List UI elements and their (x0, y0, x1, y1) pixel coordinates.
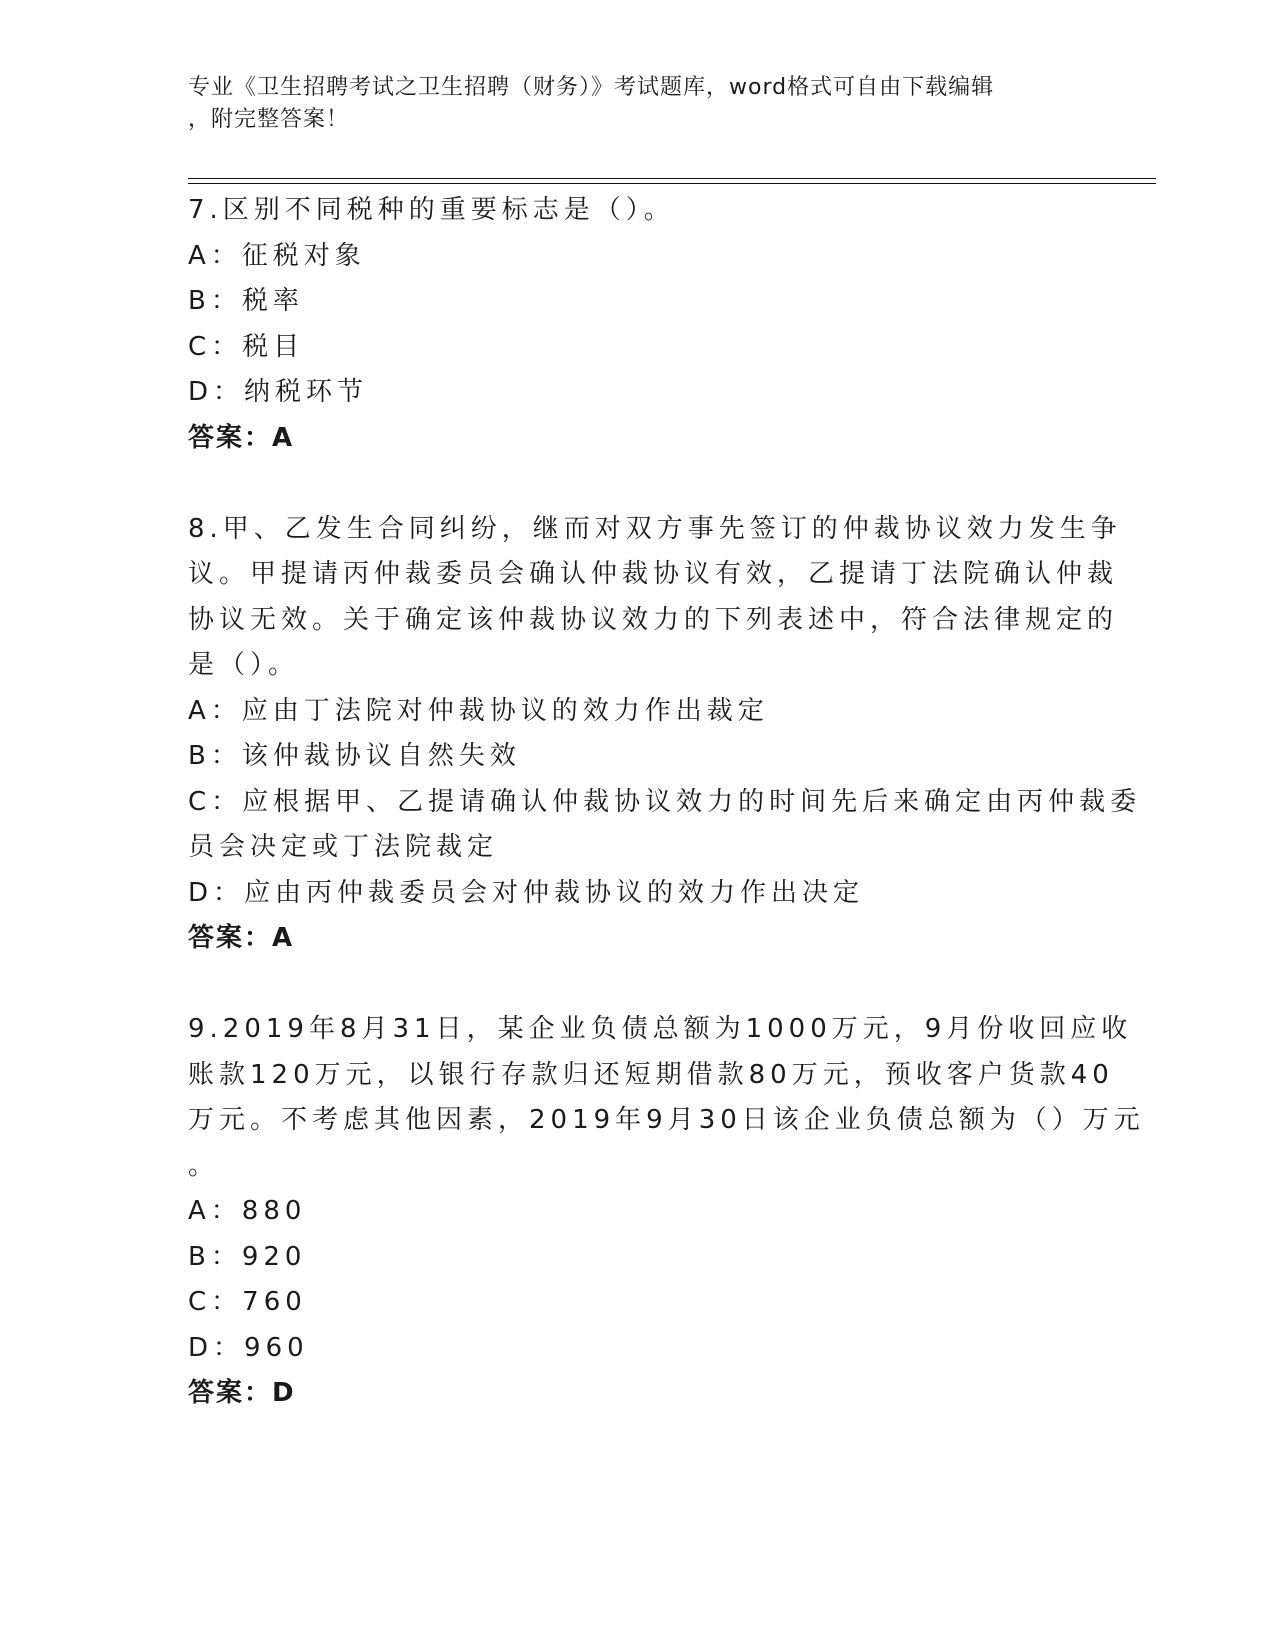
option-a: A：征税对象 (188, 240, 366, 271)
option-d: D：应由丙仲裁委员会对仲裁协议的效力作出决定 (188, 877, 865, 908)
option-c-line-2: 员会决定或丁法院裁定 (188, 832, 499, 862)
answer-label: 答案： (188, 923, 273, 953)
answer-value: A (272, 422, 295, 453)
question-stem-line-2: 议。甲提请丙仲裁委员会确认仲裁协议有效，乙提请丁法院确认仲裁 (188, 559, 1119, 589)
question-7 (188, 188, 1088, 461)
option-b: B：税率 (188, 286, 304, 316)
header-rule-bottom (188, 183, 1156, 184)
question-stem-line-2: 账款120万元，以银行存款归还短期借款80万元，预收客户货款40 (188, 1059, 1114, 1090)
option-c: C：760 (188, 1287, 307, 1317)
answer-label: 答案： (188, 422, 273, 453)
header-line-2: ，附完整答案！ (188, 107, 350, 132)
option-a: A：880 (188, 1196, 307, 1226)
answer (188, 1371, 1088, 1417)
answer (188, 416, 1088, 462)
question-9 (188, 1007, 1145, 1417)
option-a: A：应由丁法院对仲裁协议的效力作出裁定 (188, 695, 769, 726)
question-stem-line-4: 。 (188, 1150, 220, 1181)
question-stem-line-1: 9.2019年8月31日，某企业负债总额为1000万元，9月份收回应收 (188, 1014, 1133, 1044)
question-stem-line-3: 协议无效。关于确定该仲裁协议效力的下列表述中，符合法律规定的 (188, 604, 1119, 635)
question-8 (188, 507, 1142, 962)
question-stem-line-4: 是（）。 (188, 650, 300, 680)
option-c: C：税目 (188, 331, 305, 362)
option-d: D：纳税环节 (188, 377, 369, 407)
question-list (188, 188, 1145, 1462)
option-c-line-1: C：应根据甲、乙提请确认仲裁协议效力的时间先后来确定由丙仲裁委 (188, 786, 1142, 817)
answer-label: 答案： (188, 1378, 273, 1408)
option-b: B：920 (188, 1241, 307, 1272)
document-header (188, 72, 1088, 136)
header-line-1: 专业《卫生招聘考试之卫生招聘（财务）》考试题库，word格式可自由下载编辑 (188, 75, 995, 100)
question-stem-line-1: 8.甲、乙发生合同纠纷，继而对双方事先签订的仲裁协议效力发生争 (188, 513, 1122, 544)
option-b: B：该仲裁协议自然失效 (188, 741, 521, 771)
option-d: D：960 (188, 1332, 309, 1363)
answer-value: D (272, 1378, 296, 1408)
question-stem-line-3: 万元。不考虑其他因素，2019年9月30日该企业负债总额为（）万元 (188, 1105, 1145, 1135)
answer-value: A (272, 923, 295, 953)
header-rule-top (188, 178, 1156, 179)
answer (188, 916, 1088, 962)
question-stem: 7.区别不同税种的重要标志是（）。 (188, 195, 675, 225)
